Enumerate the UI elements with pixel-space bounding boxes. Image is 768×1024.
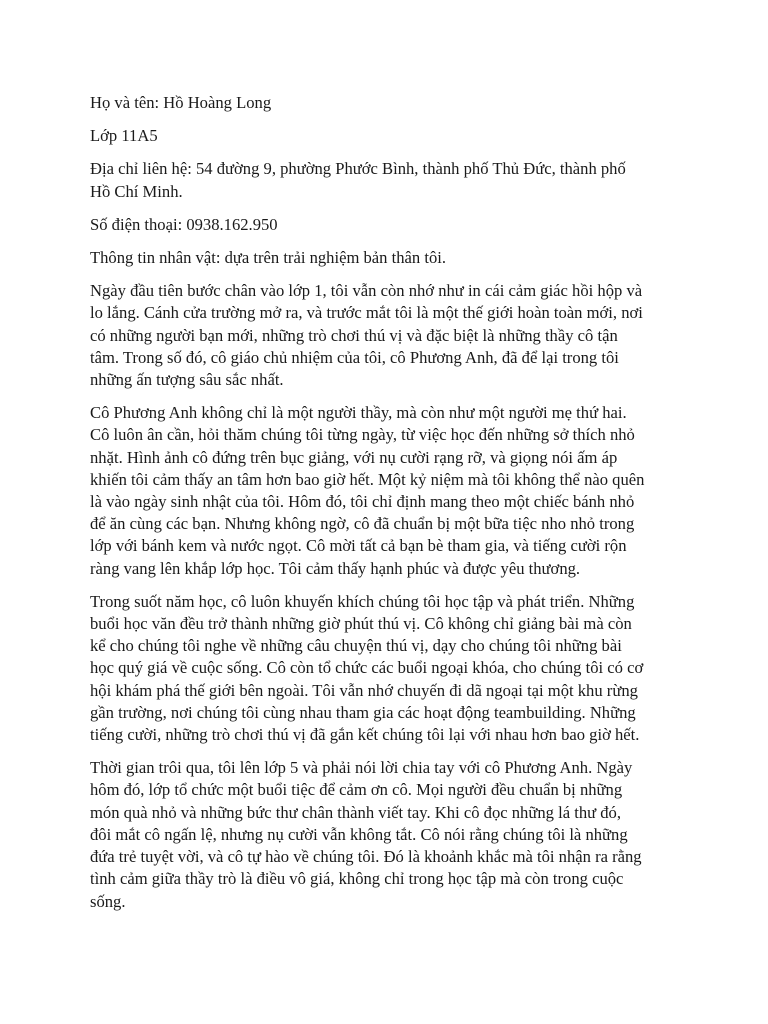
text-line: Lớp 11A5 bbox=[90, 126, 158, 146]
text-line: Ngày đầu tiên bước chân vào lớp 1, tôi vẫn còn nhớ như in cái cảm giác hồi hộp và bbox=[90, 281, 643, 301]
text-line: Cô luôn ân cần, hỏi thăm chúng tôi từng ngày, từ việc học đến những sở thích nhỏ bbox=[90, 425, 635, 445]
essay-paragraph bbox=[90, 402, 680, 580]
character-info bbox=[90, 247, 680, 269]
text-line: món quà nhỏ và những bức thư chân thành viết tay. Khi cô đọc những lá thư đó, bbox=[90, 802, 621, 822]
student-name bbox=[90, 92, 680, 114]
text-line: Địa chỉ liên hệ: 54 đường 9, phường Phước Bình, thành phố Thủ Đức, thành phố bbox=[90, 159, 626, 179]
text-line: tâm. Trong số đó, cô giáo chủ nhiệm của tôi, cô Phương Anh, đã để lại trong tôi bbox=[90, 347, 619, 367]
essay-paragraph bbox=[90, 280, 680, 391]
text-line: Thông tin nhân vật: dựa trên trải nghiệm bản thân tôi. bbox=[90, 248, 446, 268]
text-line: nhặt. Hình ảnh cô đứng trên bục giảng, với nụ cười rạng rỡ, và giọng nói ấm áp bbox=[90, 447, 618, 467]
text-line: để ăn cùng các bạn. Nhưng không ngờ, cô đã chuẩn bị một bữa tiệc nho nhỏ trong bbox=[90, 514, 635, 534]
text-line: học quý giá về cuộc sống. Cô còn tổ chức các buổi ngoại khóa, cho chúng tôi có cơ bbox=[90, 658, 644, 678]
text-line: sống. bbox=[90, 891, 126, 911]
essay-paragraph bbox=[90, 757, 680, 912]
text-line: những ấn tượng sâu sắc nhất. bbox=[90, 370, 284, 390]
text-line: kể cho chúng tôi nghe về những câu chuyện thú vị, dạy cho chúng tôi những bài bbox=[90, 636, 622, 656]
text-line: lớp với bánh kem và nước ngọt. Cô mời tất cả bạn bè tham gia, và tiếng cười rộn bbox=[90, 536, 627, 556]
text-line: Số điện thoại: 0938.162.950 bbox=[90, 214, 278, 234]
text-line: Trong suốt năm học, cô luôn khuyến khích chúng tôi học tập và phát triển. Những bbox=[90, 591, 635, 611]
text-line: hôm đó, lớp tổ chức một buổi tiệc để cảm ơn cô. Mọi người đều chuẩn bị những bbox=[90, 780, 623, 800]
essay-paragraph bbox=[90, 591, 680, 746]
text-line: buổi học văn đều trở thành những giờ phút thú vị. Cô không chỉ giảng bài mà còn bbox=[90, 614, 632, 634]
student-phone bbox=[90, 214, 680, 236]
text-line: hội khám phá thế giới bên ngoài. Tôi vẫn nhớ chuyến đi dã ngoại tại một khu rừng bbox=[90, 680, 638, 700]
text-line: có những người bạn mới, những trò chơi thú vị và đặc biệt là những thầy cô tận bbox=[90, 325, 618, 345]
text-line: tình cảm giữa thầy trò là điều vô giá, không chỉ trong học tập mà còn trong cuộc bbox=[90, 869, 624, 889]
essay-body bbox=[90, 280, 680, 912]
text-line: lo lắng. Cánh cửa trường mở ra, và trước mắt tôi là một thế giới hoàn toàn mới, nơi bbox=[90, 303, 643, 323]
text-line: là vào ngày sinh nhật của tôi. Hôm đó, tôi chỉ định mang theo một chiếc bánh nhỏ bbox=[90, 492, 635, 512]
text-line: đôi mắt cô ngấn lệ, nhưng nụ cười vẫn không tắt. Cô nói rằng chúng tôi là những bbox=[90, 824, 628, 844]
text-line: khiến tôi cảm thấy an tâm hơn bao giờ hết. Một kỷ niệm mà tôi không thể nào quên bbox=[90, 469, 645, 489]
text-line: Hồ Chí Minh. bbox=[90, 181, 183, 201]
text-line: ràng vang lên khắp lớp học. Tôi cảm thấy hạnh phúc và được yêu thương. bbox=[90, 558, 581, 578]
text-line: gần trường, nơi chúng tôi cùng nhau tham gia các hoạt động teambuilding. Những bbox=[90, 702, 636, 722]
text-line: tiếng cười, những trò chơi thú vị đã gắn kết chúng tôi lại với nhau hơn bao giờ hết. bbox=[90, 725, 640, 745]
text-line: Thời gian trôi qua, tôi lên lớp 5 và phải nói lời chia tay với cô Phương Anh. Ngày bbox=[90, 758, 633, 778]
text-line: Cô Phương Anh không chỉ là một người thầy, mà còn như một người mẹ thứ hai. bbox=[90, 403, 627, 423]
document-page bbox=[90, 92, 680, 924]
student-class bbox=[90, 125, 680, 147]
student-address bbox=[90, 158, 680, 202]
text-line: đứa trẻ tuyệt vời, và cô tự hào về chúng tôi. Đó là khoảnh khắc mà tôi nhận ra rằng bbox=[90, 847, 642, 867]
text-line: Họ và tên: Hồ Hoàng Long bbox=[90, 93, 272, 112]
